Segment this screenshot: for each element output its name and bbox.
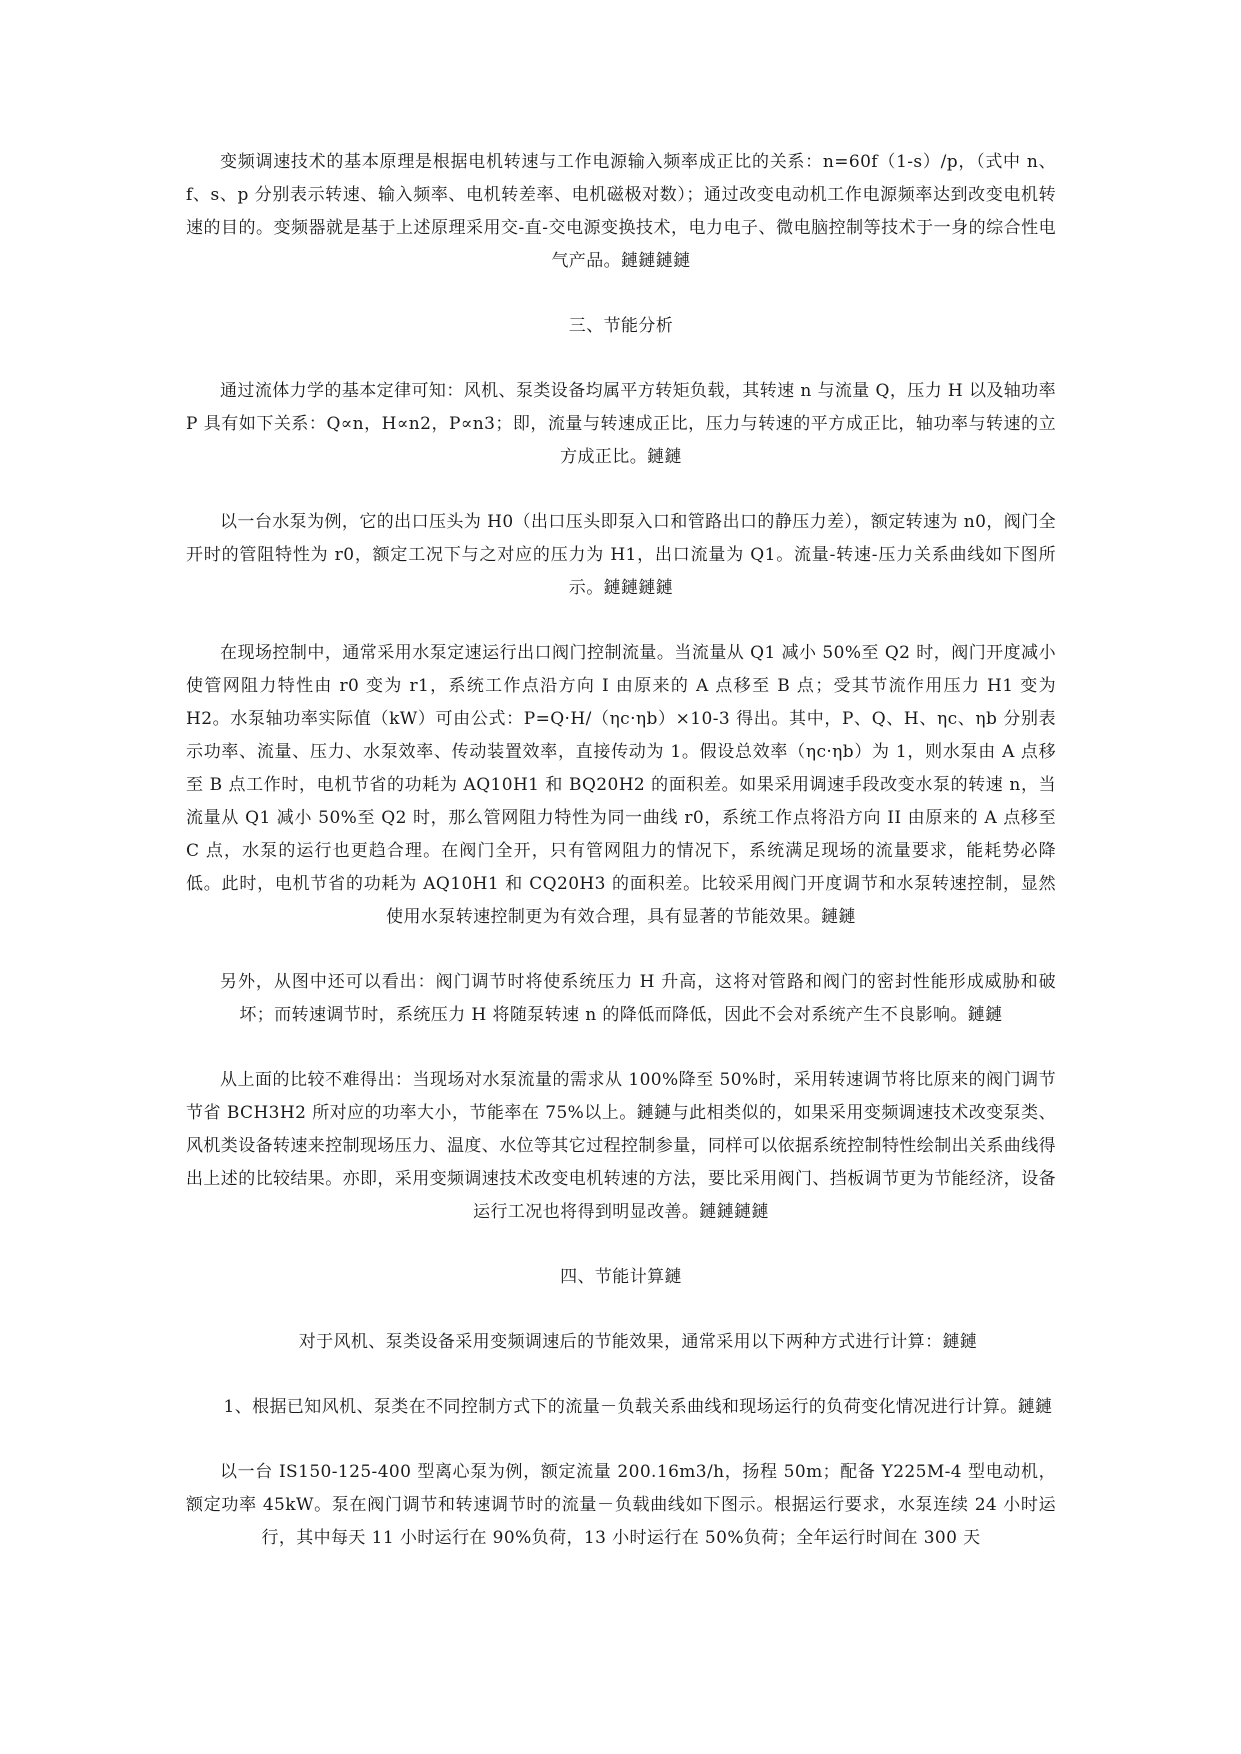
paragraph-pressure-note: 另外，从图中还可以看出：阀门调节时将使系统压力 H 升高，这将对管路和阀门的密封性能形成威胁和破坏；而转速调节时，系统压力 H 将随泵转速 n 的降低而降低，因此不会对系统产生不良影响。鏈鏈 <box>220 972 1056 1025</box>
paragraph-comparison: 从上面的比较不难得出：当现场对水泵流量的需求从 100%降至 50%时，采用转速调节将比原来的阀门调节节省 BCH3H2 所对应的功率大小，节能率在 75%以上。鏈鏈与此相类似的，如果采用变频调速技术改变泵类、风机类设备转速来控制现场压力、温度、水位等其它过程控制参量，同样可以依据系统控制特性绘制出关系曲线得出上述的比较结果。亦即，采用变频调速技术改变电机转速的方法，要比采用阀门、挡板调节更为节能经济，设备运行工况也将得到明显改善。鏈鏈鏈鏈 <box>186 1070 1056 1222</box>
paragraph-principle: 变频调速技术的基本原理是根据电机转速与工作电源输入频率成正比的关系：n=60f（1-s）/p，（式中 n、f、s、p 分别表示转速、输入频率、电机转差率、电机磁极对数）；通过改变电动机工作电源频率达到改变电机转速的目的。变频器就是基于上述原理采用交-直-交电源变换技术，电力电子、微电脑控制等技术于一身的综合性电气产品。鏈鏈鏈鏈 <box>186 152 1056 271</box>
paragraph-fluid-law: 通过流体力学的基本定律可知：风机、泵类设备均属平方转矩负载，其转速 n 与流量 Q，压力 H 以及轴功率 P 具有如下关系：Q∝n，H∝n2，P∝n3；即，流量与转速成正比，压力与转速的平方成正比，轴功率与转速的立方成正比。鏈鏈 <box>186 381 1056 467</box>
paragraph-pump-example: 以一台水泵为例，它的出口压头为 H0（出口压头即泵入口和管路出口的静压力差），额定转速为 n0，阀门全开时的管阻特性为 r0，额定工况下与之对应的压力为 H1，出口流量为 Q1。流量-转速-压力关系曲线如下图所示。鏈鏈鏈鏈 <box>186 512 1056 598</box>
heading-energy-analysis: 三、节能分析 <box>568 316 674 336</box>
paragraph-field-control: 在现场控制中，通常采用水泵定速运行出口阀门控制流量。当流量从 Q1 减小 50%至 Q2 时，阀门开度减小使管网阻力特性由 r0 变为 r1，系统工作点沿方向 I 由原来的 A 点移至 B 点；受其节流作用压力 H1 变为 H2。水泵轴功率实际值（kW）可由公式：P=Q·H/（ηc·ηb）×10-3 得出。其中，P、Q、H、ηc、ηb 分别表示功率、流量、压力、水泵效率、传动装置效率，直接传动为 1。假设总效率（ηc·ηb）为 1，则水泵由 A 点移至 B 点工作时，电机节省的功耗为 AQ10H1 和 BQ20H2 的面积差。如果采用调速手段改变水泵的转速 n，当流量从 Q1 减小 50%至 Q2 时，那么管网阻力特性为同一曲线 r0，系统工作点将沿方向 II 由原来的 A 点移至 C 点，水泵的运行也更趋合理。在阀门全开，只有管网阻力的情况下，系统满足现场的流量要求，能耗势必降低。此时，电机节省的功耗为 AQ10H1 和 CQ20H3 的面积差。比较采用阀门开度调节和水泵转速控制，显然使用水泵转速控制更为有效合理，具有显著的节能效果。鏈鏈 <box>186 643 1056 927</box>
document-body <box>186 146 1056 1587</box>
heading-energy-calculation: 四、节能计算鏈 <box>560 1267 682 1287</box>
paragraph-calc-methods: 对于风机、泵类设备采用变频调速后的节能效果，通常采用以下两种方式进行计算：鏈鏈 <box>298 1332 978 1352</box>
paragraph-method-one: 1、根据已知风机、泵类在不同控制方式下的流量－负载关系曲线和现场运行的负荷变化情况进行计算。鏈鏈 <box>223 1397 1053 1417</box>
paragraph-pump-spec: 以一台 IS150-125-400 型离心泵为例，额定流量 200.16m3/h，扬程 50m；配备 Y225M-4 型电动机，额定功率 45kW。泵在阀门调节和转速调节时的流量－负载曲线如下图示。根据运行要求，水泵连续 24 小时运行，其中每天 11 小时运行在 90%负荷，13 小时运行在 50%负荷；全年运行时间在 300 天 <box>186 1462 1056 1548</box>
